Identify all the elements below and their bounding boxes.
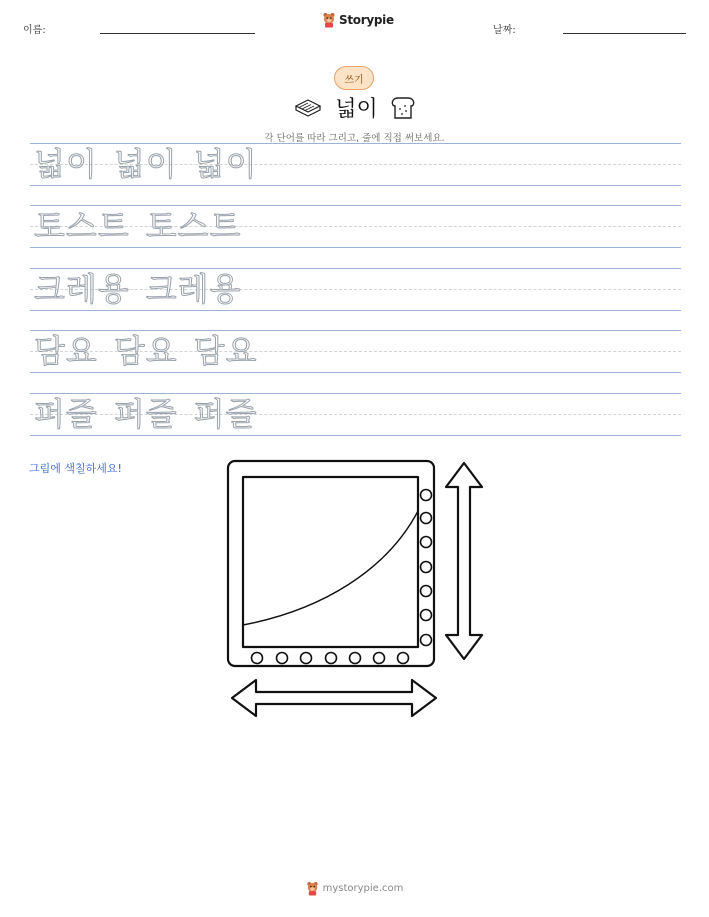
- trace-word: 담요: [113, 332, 178, 370]
- trace-word: 토스트: [34, 207, 130, 245]
- trace-word: 토스트: [145, 207, 242, 245]
- footer-url[interactable]: mystorypie.com: [322, 883, 404, 894]
- tracing-row[interactable]: [30, 330, 681, 373]
- storypie-bear-icon: [306, 881, 319, 896]
- trace-word: 넓이: [193, 145, 258, 183]
- trace-word: 퍼즐: [34, 395, 98, 433]
- writing-badge: 쓰기: [334, 66, 374, 90]
- brand-name: Storypie: [339, 13, 394, 27]
- tracing-row[interactable]: [30, 143, 681, 186]
- folded-blanket-icon: [293, 97, 323, 119]
- title-row: [0, 92, 709, 123]
- name-label: 이름:: [23, 25, 46, 36]
- footer: [0, 881, 709, 896]
- trace-word: 넓이: [113, 145, 178, 183]
- tracing-row[interactable]: [30, 205, 681, 248]
- trace-word: 퍼즐: [113, 395, 178, 433]
- brand-logo: [322, 12, 394, 28]
- tracing-row[interactable]: [30, 393, 681, 436]
- name-line[interactable]: [100, 33, 255, 34]
- coloring-picture[interactable]: [222, 455, 492, 725]
- page-title: 넓이: [335, 97, 378, 122]
- trace-word: 담요: [34, 332, 98, 370]
- tracing-row[interactable]: [30, 268, 681, 311]
- trace-word: 퍼즐: [193, 395, 258, 433]
- trace-word: 크레용: [34, 270, 130, 308]
- toast-bread-icon: [390, 95, 416, 121]
- trace-word: 담요: [193, 332, 258, 370]
- trace-word: 넓이: [34, 145, 98, 183]
- trace-word: 크레용: [145, 270, 242, 308]
- instruction-text: 각 단어를 따라 그리고, 줄에 직접 써보세요.: [264, 133, 445, 144]
- date-line[interactable]: [563, 33, 686, 34]
- date-label: 날짜:: [493, 25, 516, 36]
- coloring-prompt: 그림에 색칠하세요!: [29, 462, 122, 475]
- storypie-bear-icon: [322, 12, 336, 28]
